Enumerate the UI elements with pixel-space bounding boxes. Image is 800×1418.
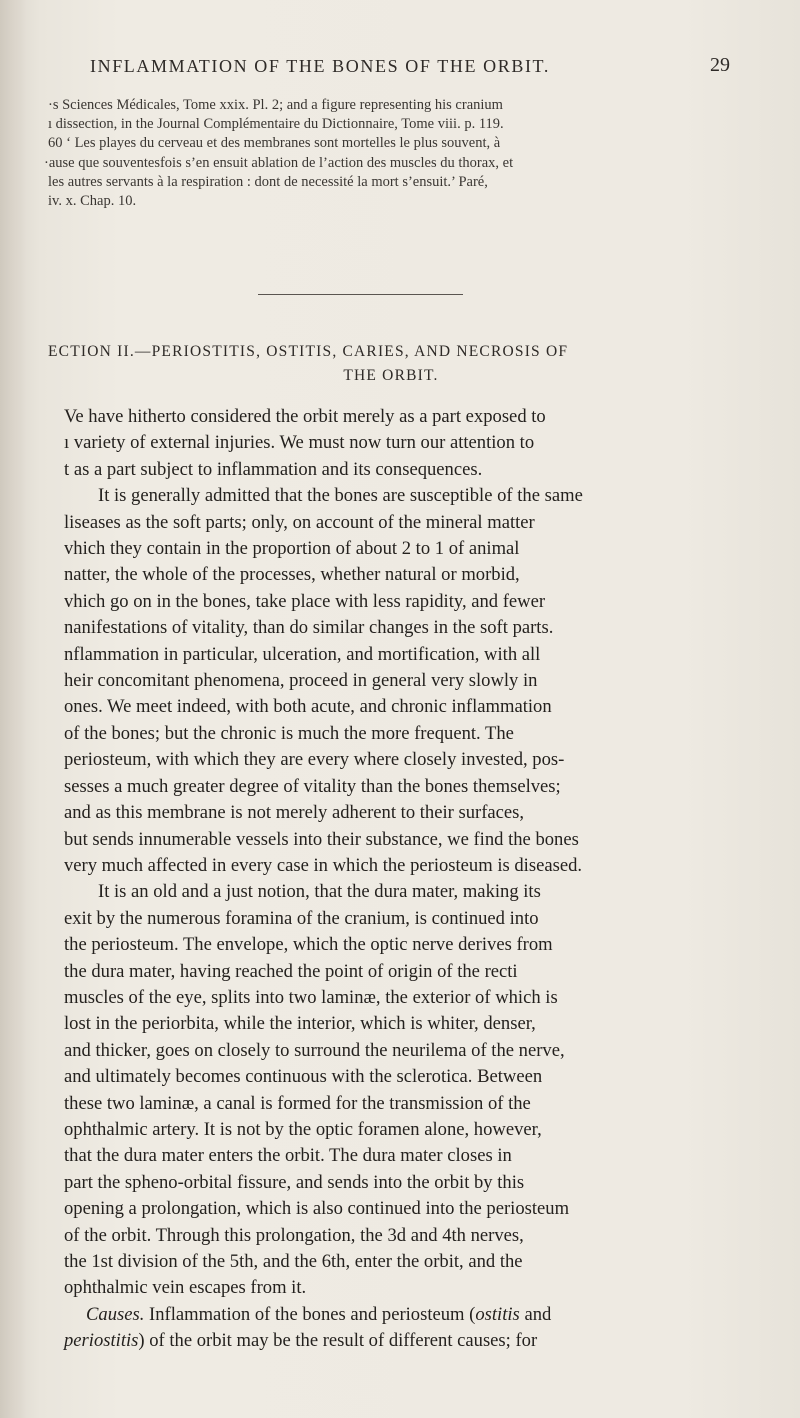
text-line: of the bones; but the chronic is much the more frequent. The (64, 722, 514, 744)
section-divider-rule (258, 294, 463, 295)
text-line: ones. We meet indeed, with both acute, and chronic inflammation (64, 696, 552, 718)
body-text (38, 404, 742, 1355)
text-line: heir concomitant phenomena, proceed in general very slowly in (64, 670, 538, 692)
text-line: It is generally admitted that the bones are susceptible of the same (98, 485, 583, 507)
page-binding-shadow (0, 0, 26, 1418)
text-line: these two laminæ, a canal is formed for the transmission of the (64, 1092, 531, 1114)
text-line: Ve have hitherto considered the orbit merely as a part exposed to (64, 406, 546, 427)
footnote-line: 60 ‘ Les playes du cerveau et des membranes sont mortelles le plus souvent, à (48, 135, 501, 152)
section-heading-line2: THE ORBIT. (343, 367, 439, 384)
footnote-line: ·ause que souventesfois s’en ensuit ablation de l’action des muscles du thorax, et (44, 154, 514, 171)
text-line: It is an old and a just notion, that the dura mater, making its (98, 881, 541, 903)
text-line: the periosteum. The envelope, which the optic nerve derives from (64, 934, 553, 956)
text-line: vhich go on in the bones, take place with less rapidity, and fewer (64, 590, 546, 612)
text-line: exit by the numerous foramina of the cranium, is continued into (64, 907, 539, 929)
text-line: that the dura mater enters the orbit. The dura mater closes in (64, 1145, 512, 1167)
footnote-line: ·s Sciences Médicales, Tome xxix. Pl. 2; and a figure representing his cranium (48, 97, 503, 113)
paragraph-text: ) of the orbit may be the result of different causes; for (138, 1330, 538, 1352)
section-heading (46, 340, 736, 388)
text-line: ophthalmic artery. It is not by the optic foramen alone, however, (64, 1118, 542, 1140)
text-line: vhich they contain in the proportion of about 2 to 1 of animal (64, 538, 520, 560)
term-periostitis: periostitis (64, 1330, 139, 1352)
paragraph-text: and (519, 1303, 552, 1325)
paragraph-text: Inflammation of the bones and periosteum ( (144, 1303, 476, 1325)
section-heading-line1: ECTION II.—PERIOSTITIS, OSTITIS, CARIES, AND NECROSIS OF (48, 343, 569, 360)
text-line: lost in the periorbita, while the interior, which is whiter, denser, (64, 1013, 536, 1035)
footnote-line: ı dissection, in the Journal Complémentaire du Dictionnaire, Tome viii. p. 119. (48, 116, 504, 133)
footnote-line: iv. x. Chap. 10. (48, 193, 137, 210)
text-line: ı variety of external injuries. We must now turn our attention to (64, 432, 535, 454)
text-line: nanifestations of vitality, than do similar changes in the soft parts. (64, 617, 554, 639)
text-line: liseases as the soft parts; only, on account of the mineral matter (64, 511, 535, 533)
text-line-last-paragraph (38, 1302, 742, 1328)
text-line: and thicker, goes on closely to surround the neurilema of the nerve, (64, 1039, 565, 1061)
text-line: but sends innumerable vessels into their substance, we find the bones (64, 828, 579, 850)
text-line: the dura mater, having reached the point of origin of the recti (64, 960, 518, 982)
text-line: muscles of the eye, splits into two laminæ, the exterior of which is (64, 986, 558, 1008)
text-line: ophthalmic vein escapes from it. (64, 1277, 307, 1299)
page-number: 29 (710, 54, 730, 76)
text-line: the 1st division of the 5th, and the 6th, enter the orbit, and the (64, 1251, 523, 1272)
term-ostitis: ostitis (475, 1303, 520, 1325)
running-head (90, 56, 730, 86)
text-line: and as this membrane is not merely adherent to their surfaces, (64, 802, 525, 824)
text-line: opening a prolongation, which is also continued into the periosteum (64, 1198, 570, 1220)
text-line: part the spheno-orbital fissure, and sends into the orbit by this (64, 1171, 525, 1193)
text-line: t as a part subject to inflammation and its consequences. (64, 458, 483, 480)
running-title: INFLAMMATION OF THE BONES OF THE ORBIT. (90, 56, 550, 76)
text-line: natter, the whole of the processes, whether natural or morbid, (64, 564, 520, 586)
text-line: sesses a much greater degree of vitality than the bones themselves; (64, 775, 561, 797)
text-line: periosteum, with which they are every where closely invested, pos- (64, 749, 565, 771)
text-line-last-paragraph (38, 1328, 742, 1354)
causes-lead: Causes. (86, 1303, 145, 1325)
text-line: and ultimately becomes continuous with the sclerotica. Between (64, 1066, 543, 1088)
text-line: of the orbit. Through this prolongation, the 3d and 4th nerves, (64, 1224, 524, 1246)
text-line: nflammation in particular, ulceration, and mortification, with all (64, 643, 541, 665)
text-line: very much affected in every case in which the periosteum is diseased. (64, 854, 583, 876)
footnote-line: les autres servants à la respiration : dont de necessité la mort s’ensuit.’ Paré, (48, 173, 488, 190)
footnotes (42, 96, 732, 211)
